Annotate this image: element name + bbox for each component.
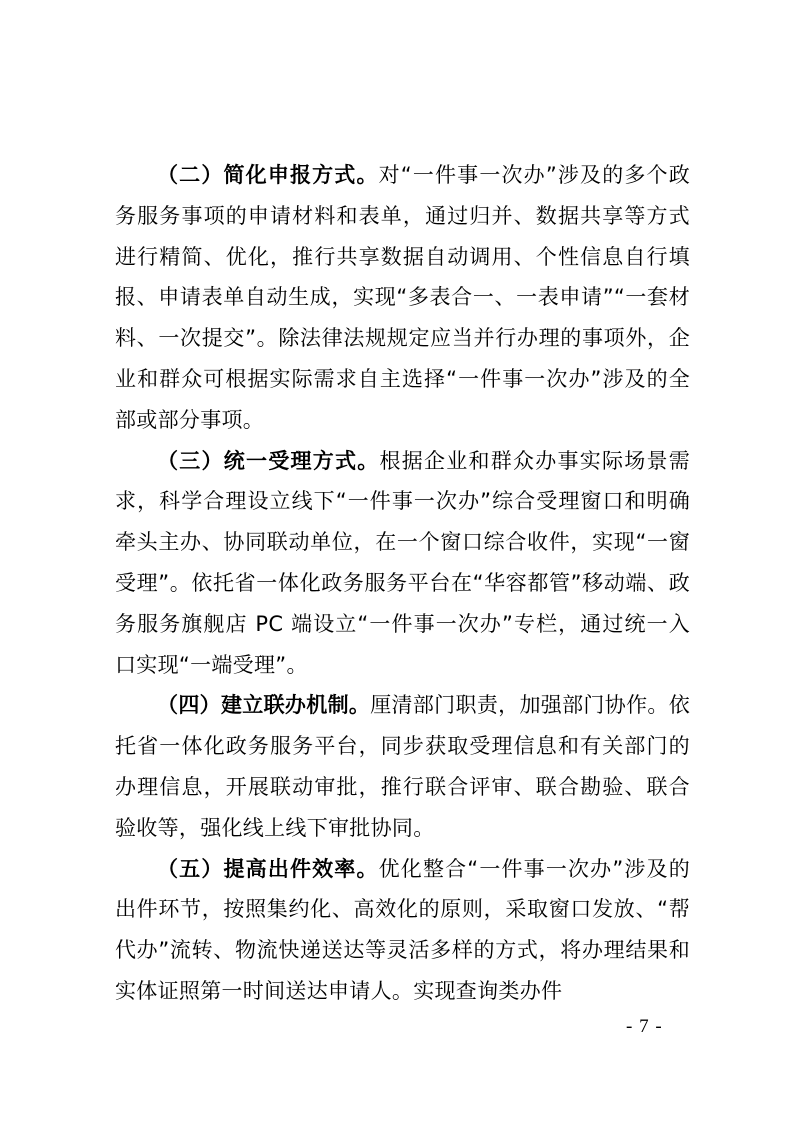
paragraph-text: 对“一件事一次办”涉及的多个政务服务事项的申请材料和表单，通过归并、数据共享等方式进行精简、优化，推行共享数据自动调用、个性信息自行填报、申请表单自动生成，实现“多表合一、一表申请”“一套材料、一次提交”。除法律法规规定应当并行办理的事项外，企业和群众可根据实际需求自主选择“一件事一次办”涉及的全部或部分事项。 bbox=[115, 163, 690, 432]
page-number: - 7 - bbox=[626, 1016, 663, 1037]
section-heading-4: （四）建立联办机制。 bbox=[157, 693, 371, 718]
section-heading-3: （三）统一受理方式。 bbox=[157, 448, 380, 473]
paragraph-unified-acceptance bbox=[115, 441, 690, 686]
paragraph-simplify-application bbox=[115, 155, 690, 441]
document-body bbox=[115, 155, 690, 1012]
section-heading-2: （二）简化申报方式。 bbox=[157, 163, 379, 187]
paragraph-text: 厘清部门职责，加强部门协作。依托省一体化政务服务平台，同步获取受理信息和有关部门的办理信息，开展联动审批，推行联合评审、联合勘验、联合验收等，强化线上线下审批协同。 bbox=[115, 693, 691, 840]
paragraph-joint-handling bbox=[115, 685, 690, 848]
paragraph-delivery-efficiency bbox=[115, 849, 690, 1012]
section-heading-5: （五）提高出件效率。 bbox=[157, 856, 379, 881]
paragraph-text: 根据企业和群众办事实际场景需求，科学合理设立线下“一件事一次办”综合受理窗口和明确牵头主办、协同联动单位，在一个窗口综合收件，实现“一窗受理”。依托省一体化政务服务平台在“华容都管”移动端、政务服务旗舰店 PC 端设立“一件事一次办”专栏，通过统一入口实现“一端受理”。 bbox=[115, 448, 691, 677]
paragraph-text: 优化整合“一件事一次办”涉及的出件环节，按照集约化、高效化的原则，采取窗口发放、“帮代办”流转、物流快递送达等灵活多样的方式，将办理结果和实体证照第一时间送达申请人。实现查询类办件 bbox=[115, 856, 690, 1003]
